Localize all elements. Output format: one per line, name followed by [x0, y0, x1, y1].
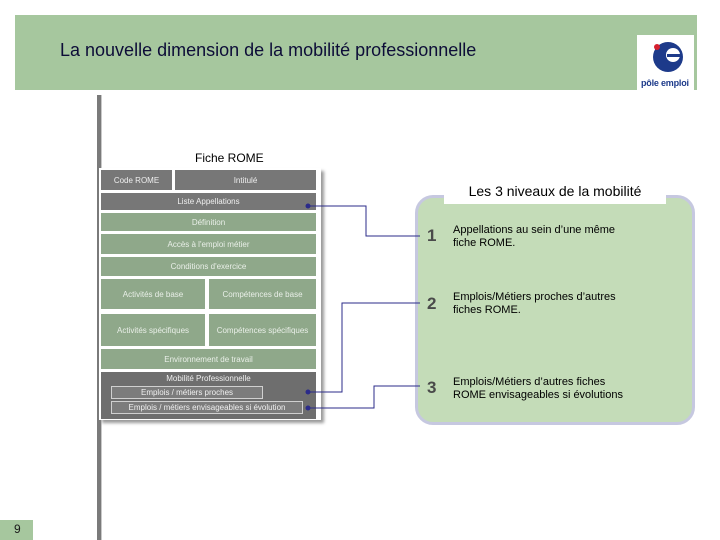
connector-dot-2: [306, 390, 311, 395]
cell-mobilite: Mobilité Professionnelle: [101, 372, 316, 419]
connector-level-3: [308, 386, 420, 408]
connector-dot-3: [306, 406, 311, 411]
cell-environnement: Environnement de travail: [101, 349, 316, 369]
page-title: La nouvelle dimension de la mobilité professionnelle: [60, 40, 477, 60]
cell-conditions: Conditions d'exercice: [101, 257, 316, 276]
logo-text: pôle emploi: [641, 78, 689, 88]
niveaux-title: Les 3 niveaux de la mobilité: [444, 178, 666, 204]
cell-acces-emploi: Accès à l'emploi métier: [101, 234, 316, 254]
cell-activites-specifiques: Activités spécifiques: [101, 314, 205, 346]
cell-competences-base: Compétences de base: [209, 279, 316, 309]
level-1-line2: fiche ROME.: [453, 237, 516, 249]
cell-code-rome: Code ROME: [101, 170, 172, 190]
level-3-line1: Emplois/Métiers d’autres fiches: [453, 376, 606, 388]
cell-activites-base: Activités de base: [101, 279, 205, 309]
cell-competences-specifiques: Compétences spécifiques: [209, 314, 316, 346]
level-2-line2: fiches ROME.: [453, 304, 521, 316]
cell-definition: Définition: [101, 213, 316, 231]
page-number: 9: [14, 522, 21, 536]
level-3-number: 3: [427, 378, 437, 397]
cell-emplois-proches: Emplois / métiers proches: [111, 386, 263, 399]
connector-level-1: [308, 206, 420, 236]
level-1-line1: Appellations au sein d’une même: [453, 224, 616, 236]
level-3-line2: ROME envisageables si évolutions: [453, 389, 623, 401]
cell-intitule: Intitulé: [175, 170, 316, 190]
cell-emplois-evolution: Emplois / métiers envisageables si évolution: [111, 401, 303, 414]
level-2-line1: Emplois/Métiers proches d’autres: [453, 291, 616, 303]
level-1-number: 1: [427, 226, 437, 245]
connector-level-2: [308, 303, 420, 392]
cell-liste-appellations: Liste Appellations: [101, 193, 316, 210]
fiche-rome-title: Fiche ROME: [195, 151, 264, 165]
level-2-number: 2: [427, 294, 437, 313]
connector-dot-1: [306, 204, 311, 209]
